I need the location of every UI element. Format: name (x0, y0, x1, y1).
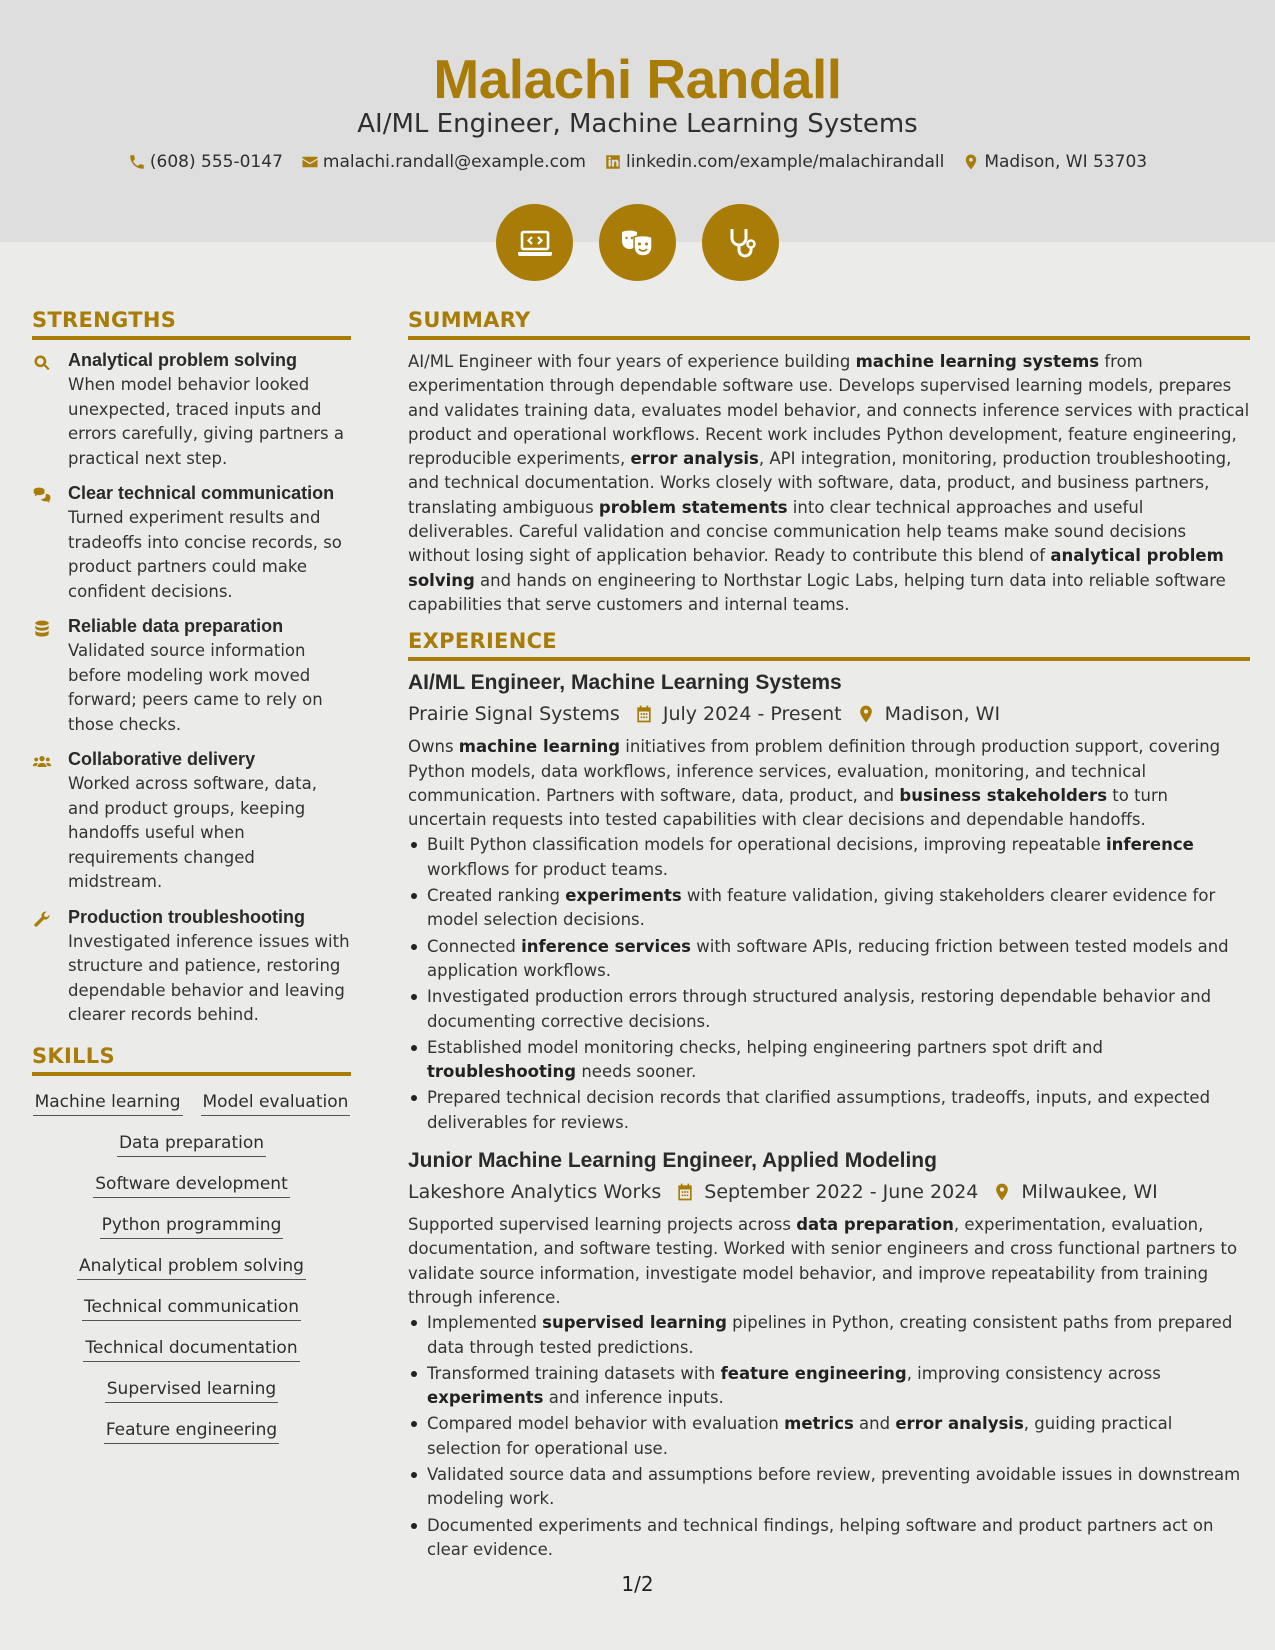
bullet-item: Compared model behavior with evaluation metrics and error analysis, guiding practical selection for operational use. (408, 1412, 1250, 1461)
skill-tag: Model evaluation (201, 1092, 351, 1116)
job-entry (408, 1149, 1250, 1562)
contact-phone-text: (608) 555-0147 (149, 152, 283, 172)
map-pin-icon (992, 1182, 1012, 1202)
theater-masks-icon (618, 223, 658, 263)
left-column (32, 308, 351, 1444)
strength-item (32, 749, 351, 895)
interest-badges (0, 204, 1275, 281)
candidate-name: Malachi Randall (433, 48, 842, 110)
strengths-heading: STRENGTHS (32, 308, 351, 340)
strength-title: Collaborative delivery (68, 749, 256, 769)
job-title: AI/ML Engineer, Machine Learning Systems (408, 671, 842, 695)
strength-item (32, 483, 351, 604)
skill-tag: Supervised learning (105, 1379, 278, 1403)
map-pin-icon (856, 704, 876, 724)
skill-tag: Python programming (100, 1215, 284, 1239)
summary-heading: SUMMARY (408, 308, 1250, 340)
skill-tag: Data preparation (117, 1133, 266, 1157)
strength-title: Reliable data preparation (68, 616, 284, 636)
experience-heading: EXPERIENCE (408, 629, 1250, 661)
magnifier-icon (32, 353, 52, 373)
bullet-item: Investigated production errors through structured analysis, restoring dependable behavior and documenting corrective decisions. (408, 985, 1250, 1034)
job-bullets (408, 833, 1250, 1135)
summary-text: AI/ML Engineer with four years of experience building machine learning systems from experimentation through dependable software use. Develops supervised learning models, prepares and validates training data, evaluates model behavior, and connects inference services with practical product and operational workflows. Recent work includes Python development, feature engineering, reproducible experiments, error analysis, API integration, monitoring, production troubleshooting, and technical documentation. Works closely with software, data, product, and business partners, translating ambiguous problem statements into clear technical approaches and useful deliverables. Careful validation and concise communication help teams make sound decisions without losing sight of application behavior. Ready to contribute this blend of analytical problem solving and hands on engineering to Northstar Logic Labs, helping turn data into reliable software capabilities that serve customers and internal teams. (408, 352, 1250, 614)
strength-title: Analytical problem solving (68, 350, 298, 370)
bullet-item: Created ranking experiments with feature validation, giving stakeholders clearer evidence for model selection decisions. (408, 884, 1250, 933)
job-dates: July 2024 - Present (662, 703, 842, 726)
job-company: Prairie Signal Systems (408, 703, 620, 726)
calendar-icon (675, 1182, 695, 1202)
map-pin-icon (962, 153, 980, 171)
skill-tag: Analytical problem solving (77, 1256, 306, 1280)
job-company: Lakeshore Analytics Works (408, 1181, 662, 1204)
skill-tag: Technical documentation (83, 1338, 299, 1362)
strength-desc: When model behavior looked unexpected, traced inputs and errors carefully, giving partners a practical next step. (68, 375, 344, 468)
skill-tag: Technical communication (82, 1297, 301, 1321)
strength-desc: Worked across software, data, and product groups, keeping handoffs useful when requirements changed midstream. (68, 774, 317, 891)
contact-email[interactable] (301, 152, 586, 172)
bullet-item: Transformed training datasets with feature engineering, improving consistency across experiments and inference inputs. (408, 1362, 1250, 1411)
bullet-item: Established model monitoring checks, helping engineering partners spot drift and troubleshooting needs sooner. (408, 1036, 1250, 1085)
strength-item (32, 907, 351, 1028)
skill-tag: Feature engineering (104, 1420, 279, 1444)
stethoscope-badge (702, 204, 779, 281)
stethoscope-icon (721, 223, 761, 263)
strength-title: Production troubleshooting (68, 906, 305, 927)
page-number: 1/2 (621, 1572, 654, 1596)
comments-icon (32, 486, 52, 506)
users-icon (32, 752, 52, 772)
contact-phone[interactable] (128, 152, 283, 172)
skills-list (32, 1088, 351, 1444)
strength-title: Clear technical communication (68, 483, 335, 503)
contact-linkedin[interactable] (604, 152, 944, 172)
skill-tag: Machine learning (33, 1092, 183, 1116)
strength-item (32, 350, 351, 471)
job-location: Madison, WI (884, 703, 1001, 726)
calendar-icon (634, 704, 654, 724)
linkedin-icon (604, 153, 622, 171)
phone-icon (128, 153, 146, 171)
contact-location (962, 152, 1147, 172)
contact-bar (0, 152, 1275, 172)
job-dates: September 2022 - June 2024 (704, 1181, 979, 1204)
bullet-item: Built Python classification models for operational decisions, improving repeatable inference workflows for product teams. (408, 833, 1250, 882)
strength-desc: Validated source information before modeling work moved forward; peers came to rely on those checks. (68, 641, 323, 734)
bullet-item: Documented experiments and technical findings, helping software and product partners act on clear evidence. (408, 1514, 1250, 1563)
job-location: Milwaukee, WI (1021, 1181, 1158, 1204)
bullet-item: Implemented supervised learning pipelines in Python, creating consistent paths from prepared data through tested predictions. (408, 1311, 1250, 1360)
database-icon (32, 619, 52, 639)
wrench-icon (32, 910, 52, 930)
right-column (408, 308, 1250, 1564)
job-title: Junior Machine Learning Engineer, Applied Modeling (408, 1149, 937, 1173)
contact-linkedin-text: linkedin.com/example/malachirandall (625, 152, 945, 172)
candidate-title: AI/ML Engineer, Machine Learning Systems (357, 109, 918, 139)
strength-desc: Investigated inference issues with structure and patience, restoring dependable behavior and leaving clearer records behind. (68, 931, 350, 1024)
job-meta (408, 703, 1250, 725)
job-meta (408, 1181, 1250, 1203)
theater-masks-badge (599, 204, 676, 281)
job-description: Owns machine learning initiatives from problem definition through production support, covering Python models, data workflows, inference services, evaluation, monitoring, and technical communication. Partners with software, data, product, and business stakeholders to turn uncertain requests into tested capabilities with clear decisions and dependable handoffs. (408, 737, 1221, 830)
laptop-code-badge (496, 204, 573, 281)
envelope-icon (301, 153, 319, 171)
contact-location-text: Madison, WI 53703 (984, 152, 1148, 172)
bullet-item: Prepared technical decision records that clarified assumptions, tradeoffs, inputs, and expected deliverables for reviews. (408, 1086, 1250, 1135)
skill-tag: Software development (93, 1174, 290, 1198)
job-description: Supported supervised learning projects across data preparation, experimentation, evaluation, documentation, and software testing. Worked with senior engineers and cross functional partners to validate source information, investigate model behavior, and improve repeatability from training through inference. (408, 1215, 1238, 1307)
skills-heading: SKILLS (32, 1044, 351, 1076)
bullet-item: Connected inference services with software APIs, reducing friction between tested models and application workflows. (408, 935, 1250, 984)
job-entry (408, 671, 1250, 1135)
strength-desc: Turned experiment results and tradeoffs into concise records, so product partners could make confident decisions. (68, 508, 342, 601)
bullet-item: Validated source data and assumptions before review, preventing avoidable issues in downstream modeling work. (408, 1463, 1250, 1512)
strength-item (32, 616, 351, 737)
job-bullets (408, 1311, 1250, 1562)
contact-email-text: malachi.randall@example.com (322, 152, 586, 172)
laptop-code-icon (515, 223, 555, 263)
